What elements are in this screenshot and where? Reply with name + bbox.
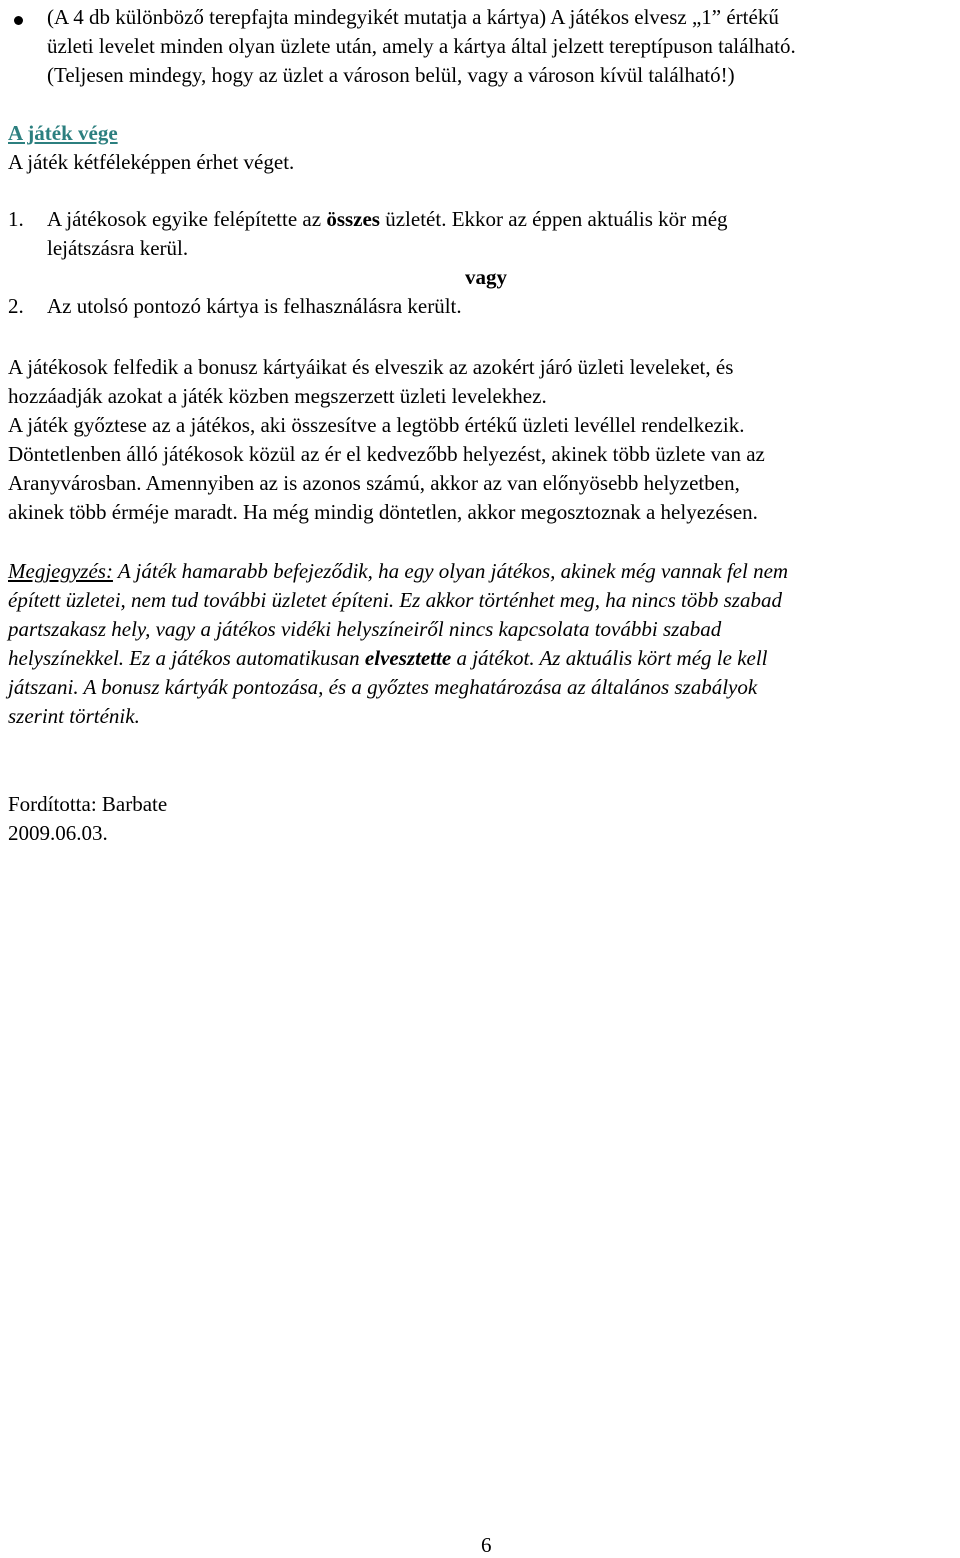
note-line-4-pre: helyszínekkel. Ez a játékos automatikusan: [8, 646, 365, 670]
note-label: Megjegyzés:: [8, 559, 113, 583]
translator-credit: Fordította: Barbate: [8, 792, 168, 816]
bullet-line-1: (A 4 db különböző terepfajta mindegyikét mutatja a kártya) A játékos elvesz „1” értékű: [47, 5, 779, 29]
note-line-1: [8, 558, 788, 584]
note-line-4-bold: elvesztette: [364, 646, 452, 670]
bullet-line-3: (Teljesen mindegy, hogy az üzlet a városon belül, vagy a városon kívül található!): [47, 63, 735, 87]
list-number-1: 1.: [8, 207, 24, 231]
page-number: 6: [481, 1533, 492, 1557]
scoring-line: A játék győztese az a játékos, aki összesítve a legtöbb értékű üzleti levéllel rendelkezik.: [8, 413, 745, 437]
bullet-dot-icon: [14, 16, 23, 25]
note-line-4: [8, 645, 768, 671]
list-item-1-bold: összes: [326, 207, 380, 231]
list-number-2: 2.: [8, 294, 24, 318]
bullet-line-2: üzleti levelet minden olyan üzlete után, amely a kártya által jelzett tereptípuson található.: [47, 34, 796, 58]
section-intro: A játék kétféleképpen érhet véget.: [8, 150, 295, 174]
note-line-1-text: A játék hamarabb befejeződik, ha egy olyan játékos, akinek még vannak fel nem: [112, 559, 789, 583]
separator-vagy: vagy: [465, 265, 507, 289]
section-heading: A játék vége: [8, 121, 118, 145]
bullet-marker: [10, 4, 30, 30]
scoring-line: Döntetlenben álló játékosok közül az ér el kedvezőbb helyezést, akinek több üzlete van az: [8, 442, 765, 466]
scoring-line: Aranyvárosban. Amennyiben az is azonos számú, akkor az van előnyösebb helyzetben,: [8, 471, 740, 495]
note-line-3: partszakasz hely, vagy a játékos vidéki helyszíneiről nincs kapcsolata további szabad: [8, 617, 722, 641]
scoring-line: hozzáadják azokat a játék közben megszerzett üzleti levelekhez.: [8, 384, 547, 408]
list-item-1-continuation: lejátszásra kerül.: [47, 236, 189, 260]
list-item-1-pre: A játékosok egyike felépítette az: [47, 207, 327, 231]
note-line-4-post: a játékot. Az aktuális kört még le kell: [451, 646, 768, 670]
note-line-2: épített üzletei, nem tud további üzletet építeni. Ez akkor történhet meg, ha nincs több szabad: [8, 588, 782, 612]
note-line-6: szerint történik.: [8, 704, 140, 728]
scoring-line: akinek több érméje maradt. Ha még mindig döntetlen, akkor megosztoznak a helyezésen.: [8, 500, 758, 524]
scoring-line: A játékosok felfedik a bonusz kártyáikat és elveszik az azokért járó üzleti leveleket, és: [8, 355, 734, 379]
list-item-1: [47, 206, 728, 232]
list-item-2: Az utolsó pontozó kártya is felhasználásra került.: [47, 294, 462, 318]
note-line-5: játszani. A bonusz kártyák pontozása, és a győztes meghatározása az általános szabályok: [8, 675, 758, 699]
credit-date: 2009.06.03.: [8, 821, 108, 845]
list-item-1-post: üzletét. Ekkor az éppen aktuális kör még: [379, 207, 728, 231]
